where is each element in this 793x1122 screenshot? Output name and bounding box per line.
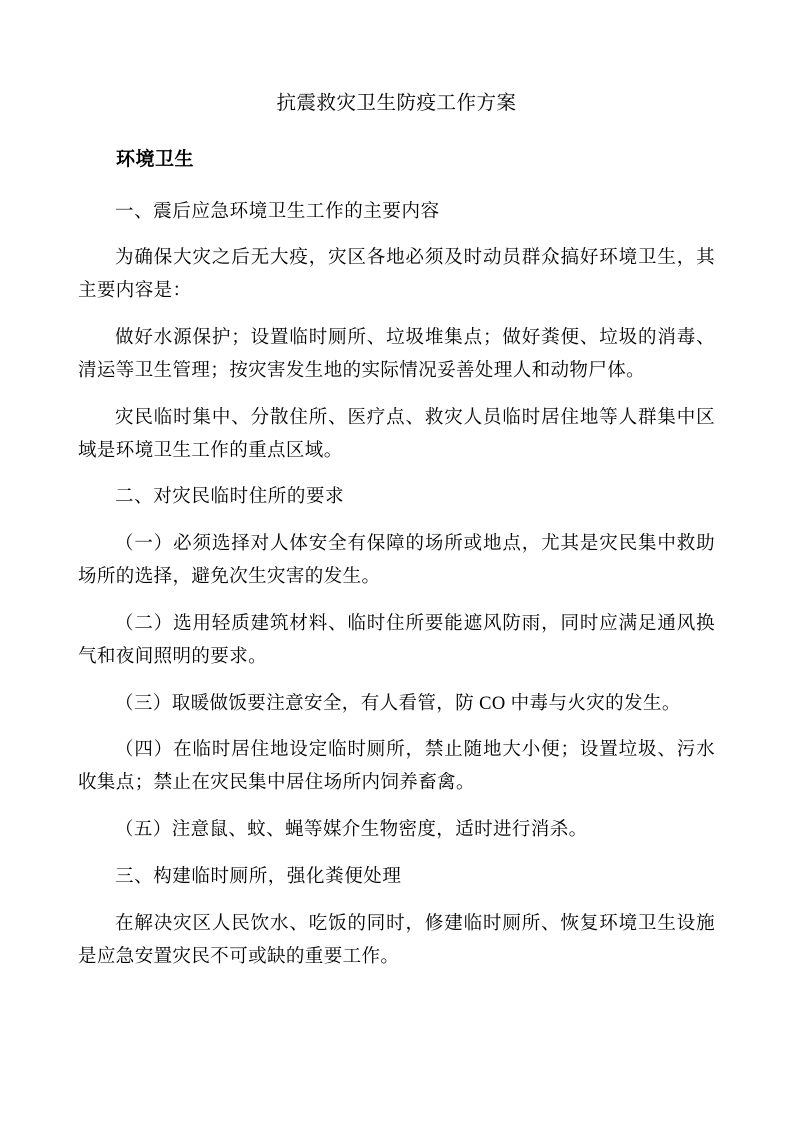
paragraph: （二）选用轻质建筑材料、临时住所要能遮风防雨，同时应满足通风换气和夜间照明的要求。 bbox=[78, 613, 715, 667]
sub-heading: 二、对灾民临时住所的要求 bbox=[115, 487, 345, 508]
paragraph: 为确保大灾之后无大疫，灾区各地必须及时动员群众搞好环境卫生，其主要内容是： bbox=[78, 247, 715, 301]
section-heading: 环境卫生 bbox=[116, 149, 195, 171]
paragraph: （三）取暖做饭要注意安全，有人看管，防 CO 中毒与火灾的发生。 bbox=[115, 693, 681, 714]
sub-heading: 一、震后应急环境卫生工作的主要内容 bbox=[115, 201, 440, 222]
paragraph: （五）注意鼠、蚊、蝇等媒介生物密度，适时进行消杀。 bbox=[115, 820, 588, 841]
paragraph: （四）在临时居住地设定临时厕所，禁止随地大小便；设置垃圾、污水收集点；禁止在灾民集中居住场所内饲养畜禽。 bbox=[78, 740, 715, 794]
paragraph: 在解决灾区人民饮水、吃饭的同时，修建临时厕所、恢复环境卫生设施是应急安置灾民不可或缺的重要工作。 bbox=[78, 913, 715, 967]
paragraph: （一）必须选择对人体安全有保障的场所或地点，尤其是灾民集中救助场所的选择，避免次生灾害的发生。 bbox=[78, 533, 715, 587]
paragraph: 灾民临时集中、分散住所、医疗点、救灾人员临时居住地等人群集中区域是环境卫生工作的重点区域。 bbox=[78, 407, 715, 461]
page-title: 抗震救灾卫生防疫工作方案 bbox=[276, 93, 517, 114]
sub-heading: 三、构建临时厕所，强化粪便处理 bbox=[115, 867, 402, 888]
paragraph: 做好水源保护；设置临时厕所、垃圾堆集点；做好粪便、垃圾的消毒、清运等卫生管理；按灾害发生地的实际情况妥善处理人和动物尸体。 bbox=[78, 327, 715, 381]
